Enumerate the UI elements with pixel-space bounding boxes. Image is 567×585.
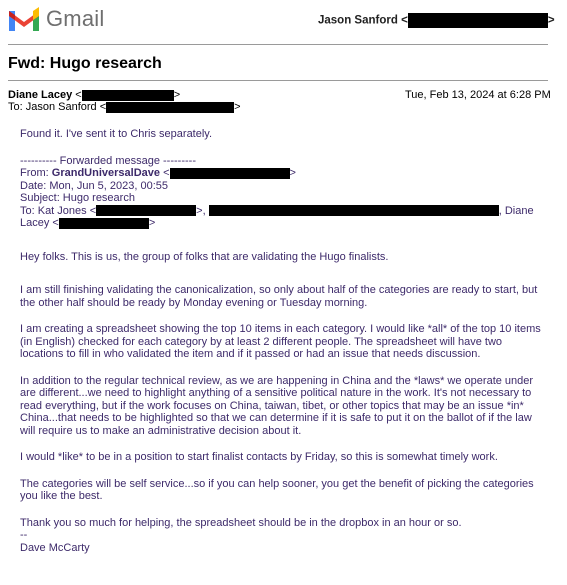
redaction-block bbox=[82, 90, 174, 101]
paragraph-3: I am creating a spreadsheet showing the top 10 items in each category. I would like *all* of the top 10 items (in English) checked for each category by at least 2 different people. The spreadsheet will have two locations to fill in who validated the item and if it passed or had an issue that needs discussion. bbox=[20, 323, 541, 360]
forward-date: Date: Mon, Jun 5, 2023, 00:55 bbox=[20, 179, 168, 192]
sender-name: Diane Lacey bbox=[8, 89, 73, 101]
redaction-block bbox=[209, 205, 499, 216]
redaction-block bbox=[96, 205, 196, 216]
forward-to-cont: Lacey < > bbox=[20, 217, 156, 229]
signature-dash: -- bbox=[20, 529, 28, 541]
redaction-block bbox=[408, 13, 548, 28]
gmail-wordmark: Gmail bbox=[46, 6, 105, 31]
email-date: Tue, Feb 13, 2024 at 6:28 PM bbox=[405, 89, 551, 101]
paragraph-7: Thank you so much for helping, the spreadsheet should be in the dropbox in an hour or so. bbox=[20, 516, 462, 529]
redaction-block bbox=[106, 102, 234, 113]
subject-divider bbox=[8, 80, 548, 81]
gmail-logo-icon bbox=[8, 6, 40, 32]
paragraph-6: The categories will be self service...so if you can help sooner, you get the benefit of picking the categories you like the best. bbox=[20, 477, 534, 502]
redaction-block bbox=[170, 168, 290, 179]
paragraph-4: In addition to the regular technical review, as we are happening in China and the *laws* we operate under are different...we need to highlight anything of a sensitive political nature in the work. It's not necessary to read everything, but if the work focuses on China, taiwan, tibet, or other topics that may be an issue *in* China...that needs to be highlighted so that we can determine if it is safe to put it on the ballot of if the law will require us to make an administrative decision about it. bbox=[20, 374, 534, 437]
gmail-header bbox=[0, 0, 567, 44]
redaction-block bbox=[59, 218, 149, 229]
forward-from: From: GrandUniversalDave < > bbox=[20, 167, 296, 179]
email-body bbox=[20, 128, 545, 554]
email-subject: Fwd: Hugo research bbox=[8, 55, 162, 72]
paragraph-2: I am still finishing validating the canonicalization, so only about half of the categories are ready to start, but the other half should be ready by Monday evening or Tuesday morning. bbox=[20, 284, 538, 309]
account-name: Jason Sanford < > bbox=[318, 14, 555, 27]
header-divider bbox=[8, 44, 548, 45]
forwarded-header bbox=[20, 155, 545, 230]
sender-row: Diane Lacey < > bbox=[8, 89, 181, 101]
forward-separator: ---------- Forwarded message --------- bbox=[20, 154, 196, 167]
forward-subject: Subject: Hugo research bbox=[20, 192, 135, 204]
paragraph-1: Hey folks. This is us, the group of folks that are validating the Hugo finalists. bbox=[20, 250, 389, 263]
recipient-row: To: Jason Sanford < > bbox=[8, 101, 241, 113]
forward-to: To: Kat Jones < >, , Diane bbox=[20, 204, 534, 217]
paragraph-5: I would *like* to be in a position to start finalist contacts by Friday, so this is somewhat timely work. bbox=[20, 451, 498, 463]
signature: Dave McCarty bbox=[20, 541, 90, 554]
intro-text: Found it. I've sent it to Chris separately. bbox=[20, 128, 213, 140]
